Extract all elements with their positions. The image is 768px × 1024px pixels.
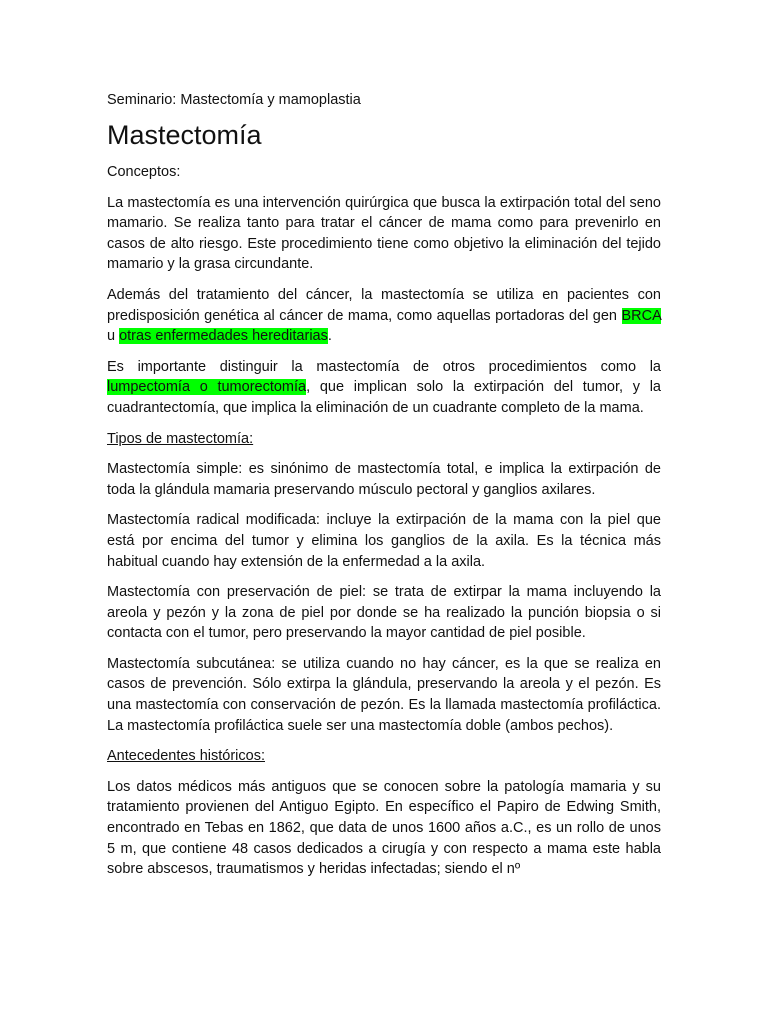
paragraph-distinguish	[107, 357, 661, 419]
types-heading: Tipos de mastectomía:	[107, 430, 254, 447]
paragraph-genetic	[107, 285, 661, 347]
paragraph-type-simple: Mastectomía simple: es sinónimo de mastectomía total, e implica la extirpación de toda la glándula mamaria preservando músculo pectoral y ganglios axilares.	[107, 461, 661, 498]
highlight-hereditary: otras enfermedades hereditarias	[119, 328, 328, 345]
concepts-label: Conceptos:	[107, 164, 181, 180]
document-header: Seminario: Mastectomía y mamoplastia	[107, 92, 361, 108]
paragraph-type-skin-sparing: Mastectomía con preservación de piel: se trata de extirpar la mama incluyendo la areola y pezón y la zona de piel por donde se ha realizado la punción biopsia o si contacta con el tumor, pero preservando la mayor cantidad de piel posible.	[107, 584, 661, 642]
text-span: u	[107, 328, 120, 345]
document-page	[107, 90, 661, 890]
text-span: Además del tratamiento del cáncer, la mastectomía se utiliza en pacientes con predisposición genética al cáncer de mama, como aquellas portadoras del gen	[107, 286, 661, 324]
paragraph-history: Los datos médicos más antiguos que se conocen sobre la patología mamaria y su tratamiento provienen del Antiguo Egipto. En específico el Papiro de Edwing Smith, encontrado en Tebas en 1862, que data de unos 1600 años a.C., es un rollo de unos 5 m, que contiene 48 casos dedicados a cirugía y con respecto a mama este habla sobre abscesos, traumatismos y heridas infectadas; siendo el nº	[107, 778, 661, 878]
text-span: Es importante distinguir la mastectomía de otros procedimientos como la	[107, 358, 661, 375]
highlight-brca: BRCA	[621, 307, 661, 324]
document-title: Mastectomía	[107, 120, 262, 150]
paragraph-definition: La mastectomía es una intervención quirúrgica que busca la extirpación total del seno mamario. Se realiza tanto para tratar el cáncer de mama como para prevenirlo en casos de alto riesgo. Este procedimiento tiene como objetivo la eliminación del tejido mamario y la grasa circundante.	[107, 194, 661, 273]
text-span: .	[327, 328, 332, 345]
paragraph-type-radical: Mastectomía radical modificada: incluye la extirpación de la mama con la piel que está por encima del tumor y elimina los ganglios de la axila. Es la técnica más habitual cuando hay extensión de la enfermedad a la axila.	[107, 512, 661, 570]
history-heading: Antecedentes históricos:	[107, 748, 265, 765]
highlight-lumpectomy: lumpectomía o tumorectomía	[107, 379, 307, 396]
text-span: , que implican solo la extirpación del tumor, y la cuadrantectomía, que implica la eliminación de un cuadrante completo de la mama.	[107, 379, 661, 416]
paragraph-type-subcutaneous: Mastectomía subcutánea: se utiliza cuando no hay cáncer, es la que se realiza en casos de prevención. Sólo extirpa la glándula, preservando la areola y el pezón. Es una mastectomía con conservación de pezón. Es la llamada mastectomía profiláctica. La mastectomía profiláctica suele ser una mastectomía doble (ambos pechos).	[107, 655, 661, 734]
